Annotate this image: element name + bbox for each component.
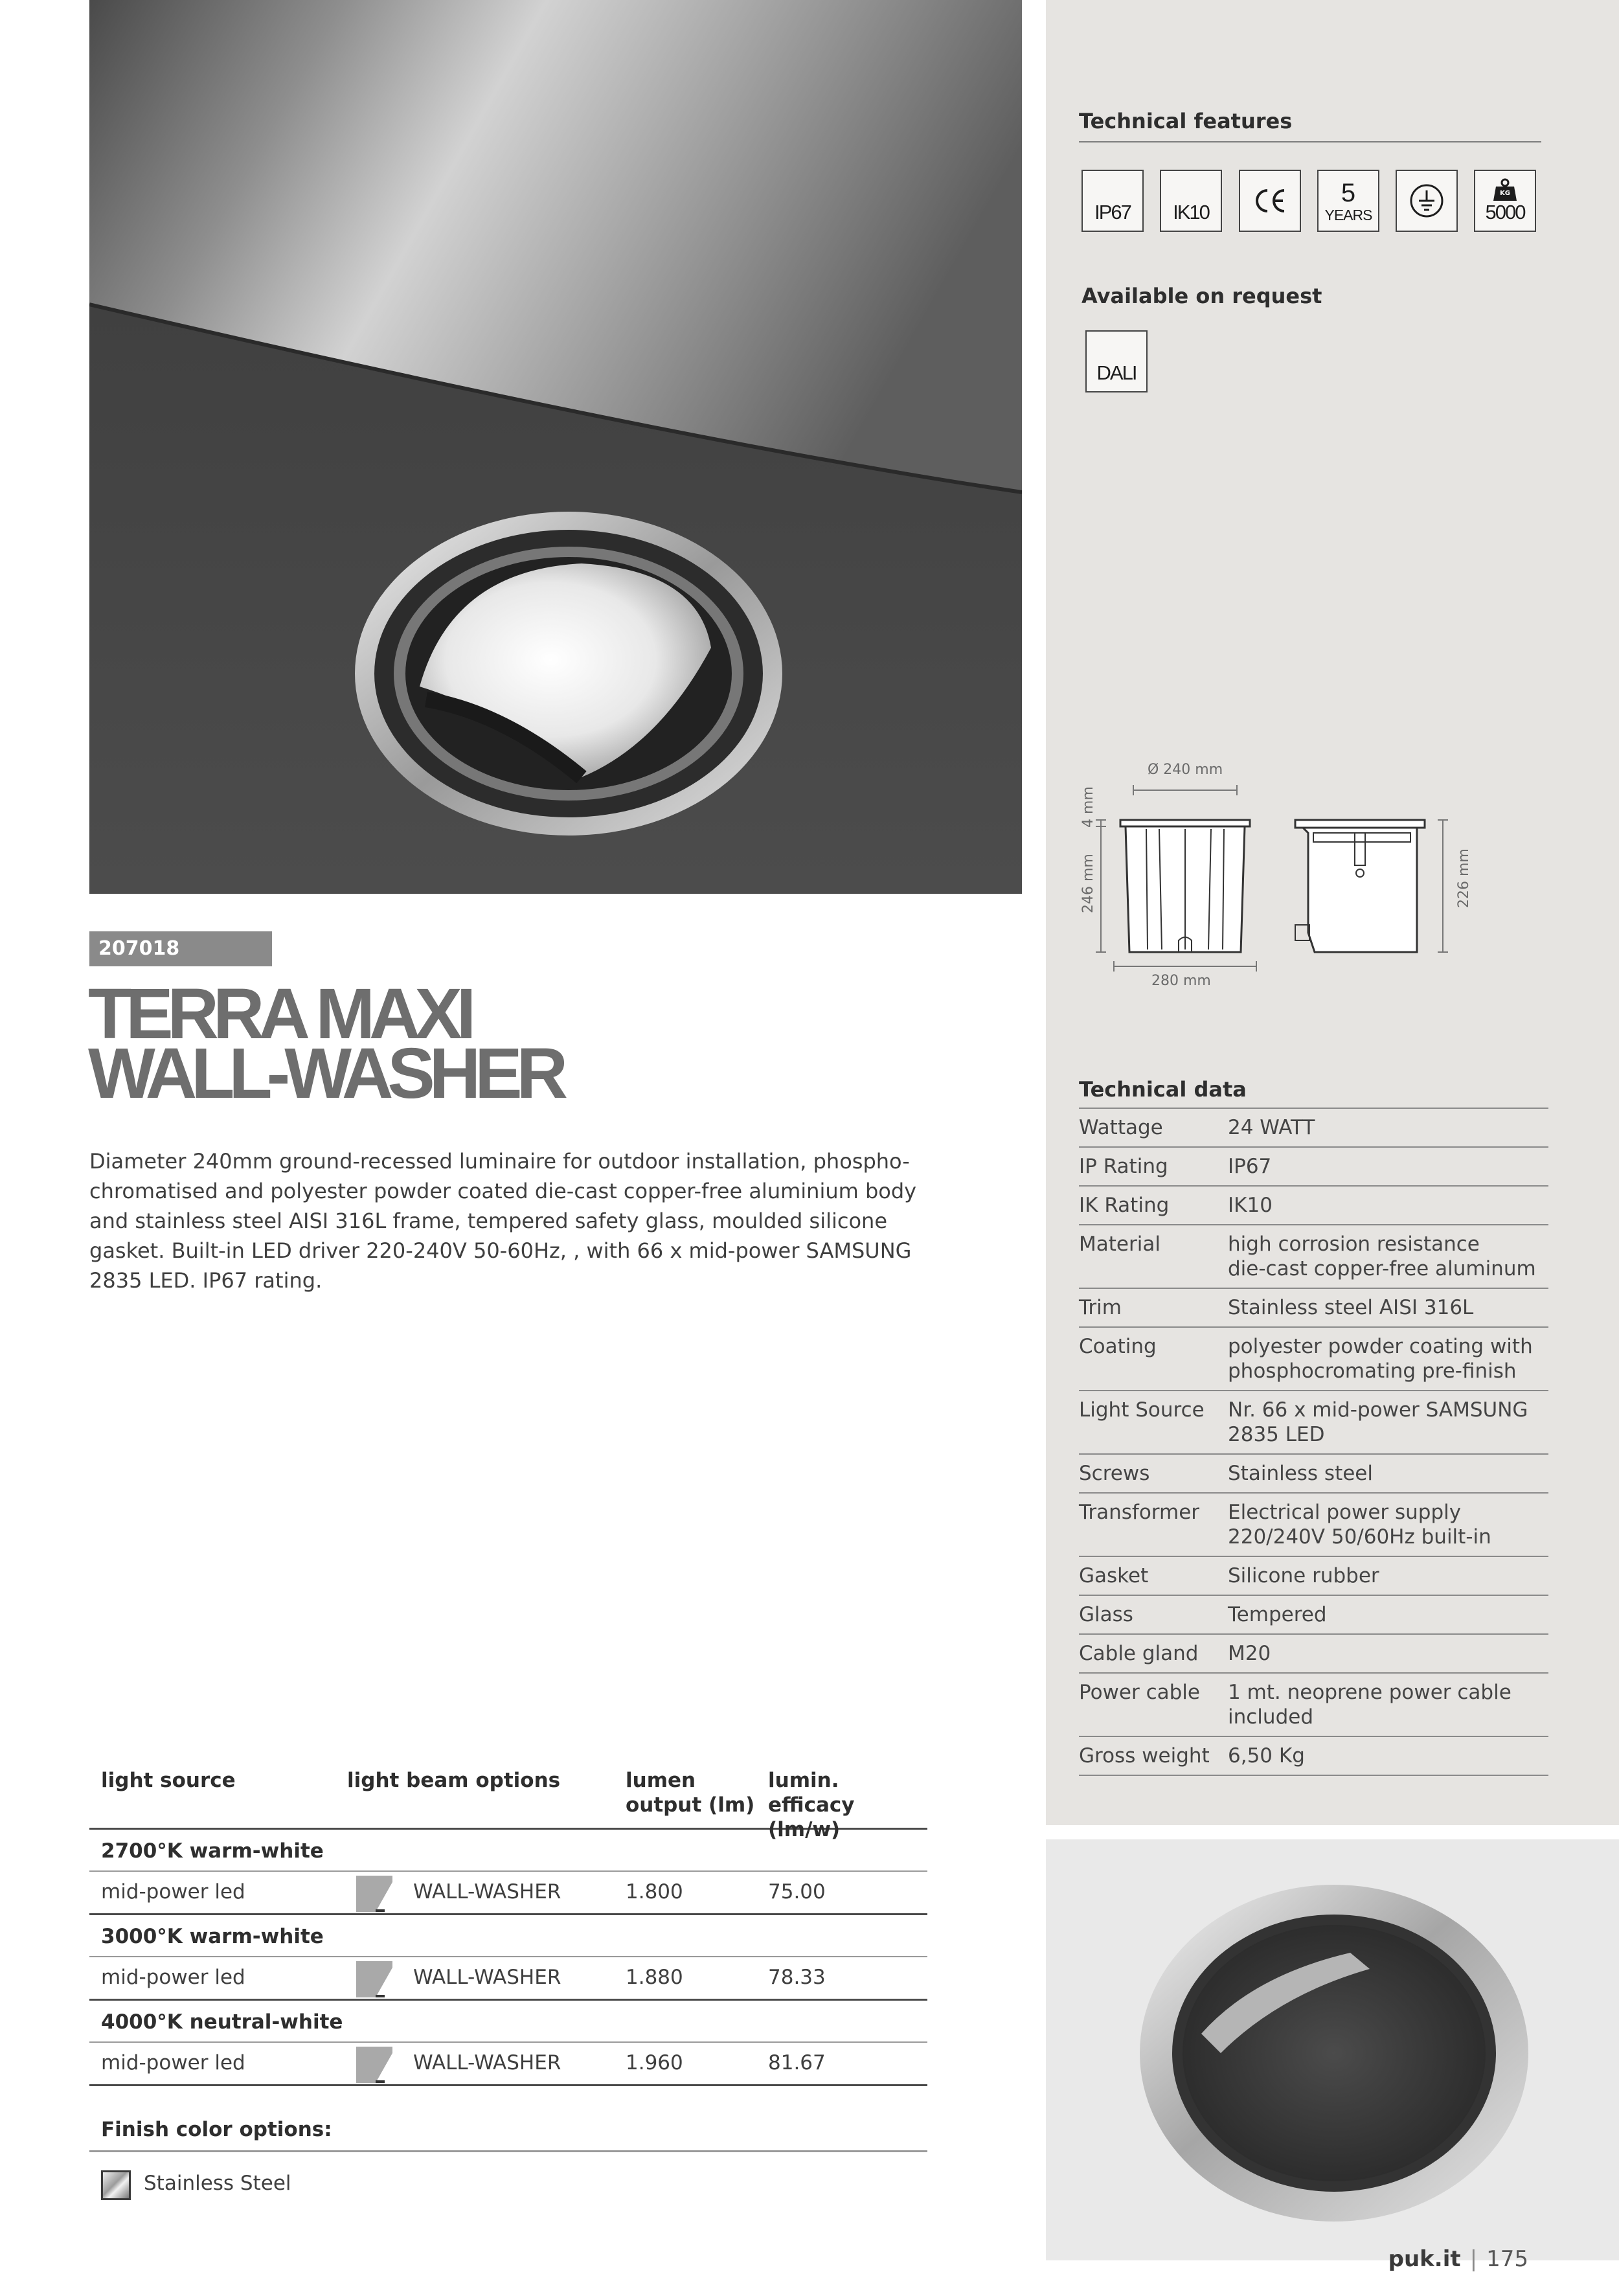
table-row bbox=[1079, 1328, 1548, 1391]
row-value: 6,50 Kg bbox=[1228, 1744, 1305, 1767]
finish-option-label: Stainless Steel bbox=[144, 2172, 291, 2195]
row-value: 24 WATT bbox=[1228, 1116, 1315, 1139]
row-label: Transformer bbox=[1079, 1501, 1200, 1524]
finish-divider bbox=[89, 2150, 927, 2152]
row-lumen: 1.880 bbox=[626, 1966, 683, 1989]
website-link[interactable]: puk.it bbox=[1388, 2246, 1461, 2272]
row-label: Cable gland bbox=[1079, 1642, 1199, 1665]
table-row bbox=[1079, 1596, 1548, 1635]
table-row bbox=[89, 2043, 927, 2086]
weight-kg-label: KG bbox=[1500, 190, 1510, 197]
row-value: IP67 bbox=[1228, 1155, 1272, 1178]
load-capacity-label: 5000 bbox=[1485, 201, 1525, 223]
row-source: mid-power led bbox=[101, 2051, 245, 2074]
table-row bbox=[1079, 1635, 1548, 1674]
row-lumen: 1.960 bbox=[626, 2051, 683, 2074]
weight-icon bbox=[1475, 171, 1535, 231]
earth-ground-icon bbox=[1397, 171, 1456, 231]
finish-options-title: Finish color options: bbox=[101, 2118, 332, 2141]
wall-washer-beam-icon bbox=[356, 2047, 392, 2083]
row-label: Trim bbox=[1079, 1296, 1122, 1319]
row-beam: WALL-WASHER bbox=[413, 1966, 561, 1989]
row-value: 1 mt. neoprene power cable included bbox=[1228, 1681, 1511, 1729]
technical-features-divider bbox=[1079, 141, 1541, 142]
luminaire-top-view bbox=[1046, 1839, 1619, 2260]
earth-ground-badge bbox=[1396, 170, 1458, 232]
row-value: polyester powder coating with phosphocromating pre-finish bbox=[1228, 1335, 1533, 1383]
header-lumen-output: lumen output (lm) bbox=[626, 1769, 755, 1817]
group-3000k: 3000°K warm-white bbox=[89, 1915, 927, 1957]
dali-badge bbox=[1085, 330, 1148, 392]
page-footer bbox=[1388, 2246, 1528, 2272]
row-label: Power cable bbox=[1079, 1681, 1200, 1704]
row-label: Gross weight bbox=[1079, 1744, 1210, 1767]
row-label: Screws bbox=[1079, 1462, 1150, 1485]
row-efficacy: 78.33 bbox=[768, 1966, 826, 1989]
wall-washer-beam-icon bbox=[356, 1876, 392, 1912]
row-label: Gasket bbox=[1079, 1564, 1149, 1587]
table-row bbox=[1079, 1674, 1548, 1737]
header-beam-options: light beam options bbox=[347, 1769, 561, 1792]
row-value: Nr. 66 x mid-power SAMSUNG 2835 LED bbox=[1228, 1398, 1528, 1446]
page-number: 175 bbox=[1486, 2246, 1528, 2272]
dim-side-height: 226 mm bbox=[1456, 848, 1472, 908]
warranty-years-number: 5 bbox=[1341, 179, 1356, 207]
group-2700k: 2700°K warm-white bbox=[89, 1830, 927, 1872]
table-row bbox=[1079, 1289, 1548, 1328]
product-photo bbox=[89, 0, 1022, 894]
table-row bbox=[1079, 1557, 1548, 1596]
dim-width: 280 mm bbox=[1151, 973, 1211, 989]
load-capacity-badge bbox=[1474, 170, 1536, 232]
table-header bbox=[89, 1768, 927, 1841]
product-title: TERRA MAXI WALL-WASHER bbox=[88, 974, 563, 1113]
row-label: Material bbox=[1079, 1233, 1160, 1256]
product-code: 207018 bbox=[89, 931, 272, 966]
dim-diameter: Ø 240 mm bbox=[1148, 762, 1223, 778]
table-row bbox=[1079, 1391, 1548, 1455]
warranty-badge bbox=[1317, 170, 1379, 232]
ip67-label: IP67 bbox=[1094, 201, 1131, 223]
table-row bbox=[1079, 1494, 1548, 1557]
row-value: IK10 bbox=[1228, 1194, 1273, 1217]
product-description: Diameter 240mm ground-recessed luminaire for outdoor installation, phospho-chromatised and polyester powder coated die-cast copper-free aluminium body and stainless steel AISI 316L frame, tempered safety glass, moulded silicone gasket. Built-in LED driver 220-240V 50-60Hz, , with 66 x mid-power SAMSUNG 2835 LED. IP67 rating. bbox=[89, 1149, 917, 1293]
dali-label: DALI bbox=[1096, 361, 1137, 384]
row-label: Glass bbox=[1079, 1603, 1133, 1626]
dim-top-thickness: 4 mm bbox=[1080, 786, 1096, 828]
row-value: Stainless steel bbox=[1228, 1462, 1373, 1485]
technical-data-table bbox=[1079, 1075, 1548, 1776]
dim-height: 246 mm bbox=[1080, 854, 1096, 913]
light-source-table bbox=[89, 1768, 927, 2086]
group-4000k: 4000°K neutral-white bbox=[89, 2001, 927, 2043]
row-source: mid-power led bbox=[101, 1880, 245, 1904]
product-detail-photo bbox=[1046, 1839, 1619, 2260]
row-label: Light Source bbox=[1079, 1398, 1205, 1422]
row-label: IK Rating bbox=[1079, 1194, 1170, 1217]
ik10-label: IK10 bbox=[1173, 201, 1209, 223]
ce-mark-badge bbox=[1239, 170, 1301, 232]
technical-data-title: Technical data bbox=[1079, 1075, 1548, 1109]
row-value: Electrical power supply 220/240V 50/60Hz built-in bbox=[1228, 1501, 1491, 1549]
table-row bbox=[1079, 1187, 1548, 1225]
table-row bbox=[1079, 1737, 1548, 1776]
available-on-request-title: Available on request bbox=[1081, 284, 1322, 308]
footer-separator: | bbox=[1469, 2246, 1478, 2272]
row-value: Silicone rubber bbox=[1228, 1564, 1379, 1587]
table-row bbox=[89, 1957, 927, 2001]
row-lumen: 1.800 bbox=[626, 1880, 683, 1904]
row-beam: WALL-WASHER bbox=[413, 2051, 561, 2074]
ce-mark-icon bbox=[1240, 171, 1300, 231]
row-value: high corrosion resistance die-cast copper-free aluminum bbox=[1228, 1233, 1536, 1280]
row-efficacy: 75.00 bbox=[768, 1880, 826, 1904]
dimension-drawing bbox=[1075, 758, 1502, 1004]
ik10-badge bbox=[1160, 170, 1222, 232]
technical-features-title: Technical features bbox=[1079, 109, 1293, 133]
row-label: Coating bbox=[1079, 1335, 1157, 1358]
row-efficacy: 81.67 bbox=[768, 2051, 826, 2074]
row-label: Wattage bbox=[1079, 1116, 1163, 1139]
table-row bbox=[1079, 1225, 1548, 1289]
warranty-years-label: YEARS bbox=[1324, 207, 1372, 223]
table-row bbox=[1079, 1148, 1548, 1187]
wall-washer-beam-icon bbox=[356, 1961, 392, 1997]
row-beam: WALL-WASHER bbox=[413, 1880, 561, 1904]
row-source: mid-power led bbox=[101, 1966, 245, 1989]
stainless-steel-swatch bbox=[101, 2170, 131, 2200]
technical-drawing bbox=[1075, 758, 1502, 1004]
table-row bbox=[1079, 1109, 1548, 1148]
table-row bbox=[1079, 1455, 1548, 1494]
ip67-badge bbox=[1081, 170, 1144, 232]
row-value: Stainless steel AISI 316L bbox=[1228, 1296, 1474, 1319]
row-value: Tempered bbox=[1228, 1603, 1327, 1626]
header-efficacy: lumin. efficacy (lm/w) bbox=[768, 1769, 855, 1841]
header-light-source: light source bbox=[101, 1769, 236, 1792]
row-label: IP Rating bbox=[1079, 1155, 1168, 1178]
row-value: M20 bbox=[1228, 1642, 1271, 1665]
table-row bbox=[89, 1872, 927, 1915]
